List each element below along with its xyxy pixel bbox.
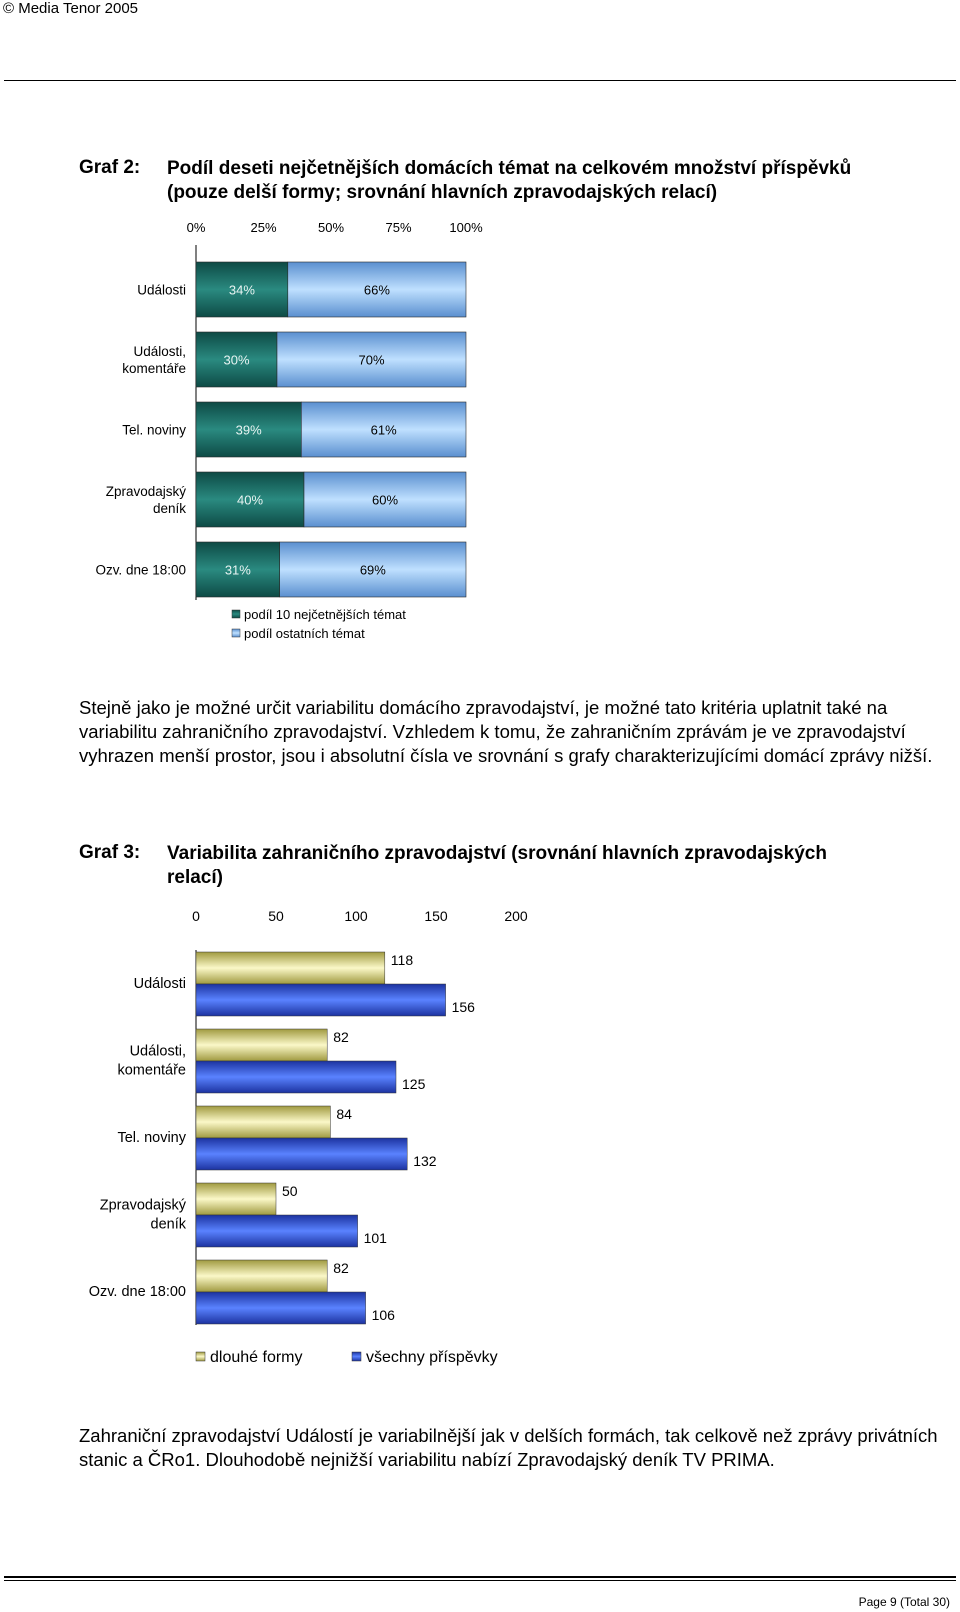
category-label: Události, [129, 1043, 186, 1060]
graf2-chart [0, 215, 960, 645]
legend-swatch [352, 1352, 361, 1361]
bar [196, 1260, 327, 1292]
legend-label: podíl ostatních témat [244, 626, 365, 641]
x-tick-label: 75% [385, 220, 412, 235]
graf2-title [167, 157, 937, 205]
data-label: 31% [224, 562, 251, 578]
category-label: Ozv. dne 18:00 [95, 562, 186, 578]
data-label: 101 [363, 1230, 387, 1246]
data-label: 69% [359, 562, 386, 578]
data-label: 118 [390, 952, 414, 968]
category-label: komentáře [122, 361, 186, 376]
bar [196, 952, 385, 984]
bar [196, 1215, 358, 1247]
data-label: 50 [282, 1183, 298, 1199]
bar [196, 1138, 407, 1170]
data-label: 106 [371, 1307, 395, 1323]
x-tick-label: 150 [424, 908, 448, 924]
x-tick-label: 50% [317, 220, 345, 235]
x-tick-label: 50 [268, 908, 284, 924]
data-label: 30% [223, 352, 250, 368]
category-label: Události [137, 282, 186, 298]
bar [196, 1106, 330, 1138]
bar [196, 1292, 366, 1324]
category-label: Tel. noviny [122, 422, 186, 438]
bar [196, 1029, 327, 1061]
category-label: deník [150, 1216, 186, 1233]
data-label: 156 [451, 999, 475, 1015]
x-tick-label: 100% [449, 220, 483, 235]
bar [196, 1061, 396, 1093]
data-label: 70% [358, 352, 385, 368]
x-tick-label: 0 [192, 908, 200, 924]
graf3-title-line1: Variabilita zahraničního zpravodajství (srovnání hlavních zpravodajských [167, 843, 827, 864]
data-label: 84 [336, 1106, 352, 1122]
graf3-label: Graf 3: [79, 842, 141, 863]
data-label: 39% [235, 422, 262, 438]
category-label: Ozv. dne 18:00 [88, 1284, 186, 1300]
copyright: © Media Tenor 2005 [3, 0, 139, 17]
x-tick-label: 100 [344, 908, 368, 924]
graf2-label: Graf 2: [79, 157, 141, 178]
footer-rule-thin [4, 1580, 956, 1581]
category-label: komentáře [117, 1062, 186, 1079]
bar [196, 984, 446, 1016]
footer-rule [4, 1576, 956, 1578]
category-label: Zpravodajský [99, 1197, 186, 1214]
category-label: Události, [133, 344, 186, 359]
graf3-chart [0, 900, 960, 1370]
data-label: 34% [228, 282, 255, 298]
x-tick-label: 200 [504, 908, 528, 924]
data-label: 132 [413, 1153, 437, 1169]
category-label: deník [152, 501, 186, 516]
paragraph-2: Zahraniční zpravodajství Událostí je variabilnější jak v delších formách, tak celkově než zprávy privátních stanic a ČRo1. Dlouhodobě nejnižší variabilitu nabízí Zpravodajský deník TV PRIMA. [79, 1425, 938, 1470]
category-label: Události [133, 976, 186, 992]
legend-swatch [196, 1352, 205, 1361]
data-label: 61% [370, 422, 397, 438]
graf3-title-line2: relací) [167, 867, 223, 888]
legend-swatch [232, 629, 240, 637]
data-label: 40% [236, 492, 264, 508]
x-tick-label: 0% [186, 220, 206, 235]
data-label: 66% [363, 282, 390, 298]
data-label: 60% [371, 492, 399, 508]
paragraph-1: Stejně jako je možné určit variabilitu domácího zpravodajství, je možné tato kritéria uplatnit také na variabilitu zahraničního zpravodajství. Vzhledem k tomu, že zahraničním zprávám je ve zpravodajství vyhrazen menší prostor, jsou i absolutní čísla ve srovnání s grafy charakterizujícími domácí zprávy nižší. [79, 697, 933, 766]
data-label: 125 [402, 1076, 426, 1092]
legend-label: podíl 10 nejčetnějších témat [244, 607, 406, 622]
bar [196, 1183, 276, 1215]
graf3-title [167, 842, 937, 890]
legend-swatch [232, 610, 240, 618]
data-label: 82 [333, 1029, 349, 1045]
header-rule [4, 80, 956, 81]
legend-label: všechny příspěvky [366, 1349, 498, 1366]
x-tick-label: 25% [250, 220, 277, 235]
category-label: Tel. noviny [117, 1130, 186, 1146]
graf2-title-line1: Podíl deseti nejčetnějších domácích témat na celkovém množství příspěvků [167, 158, 852, 179]
category-label: Zpravodajský [105, 484, 186, 499]
legend-label: dlouhé formy [210, 1349, 303, 1366]
page-number: Page 9 (Total 30) [858, 1595, 950, 1609]
data-label: 82 [333, 1260, 349, 1276]
graf2-title-line2: (pouze delší formy; srovnání hlavních zpravodajských relací) [167, 182, 718, 203]
